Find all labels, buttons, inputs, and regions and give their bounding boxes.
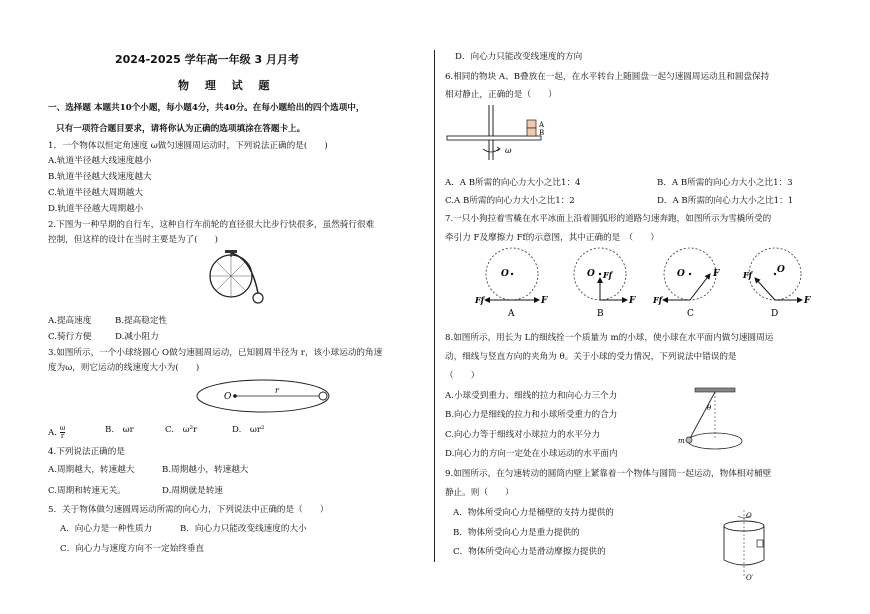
q7-c-o-label: O: [677, 269, 685, 279]
exam-subject: 物 理 试 题: [178, 79, 276, 92]
q7-d-ff-label: Ff: [743, 270, 753, 280]
q7-c-f-label: F: [713, 269, 720, 279]
q3-stem-line1: 3.如图所示，一个小球绕圆心 O做匀速圆周运动，已知圆周半径为 r，该小球运动的角速: [48, 348, 383, 358]
q7-b-f-label: F: [629, 296, 636, 306]
q7-a-f-label: F: [541, 296, 548, 306]
q3-option-b: B. ωr: [105, 425, 134, 435]
q8-conical-pendulum-figure: [675, 388, 760, 458]
q7-d-o-label: O: [777, 265, 785, 275]
q1-stem: 1．一个物体以恒定角速度 ω做匀速圆周运动时，下列说法正确的是( ): [48, 141, 328, 151]
q5-stem: 5．关于物体做匀速圆周运动所需的向心力，下列说法中正确的是（ ）: [48, 505, 329, 515]
q3-option-a: [48, 425, 65, 440]
q9-stem-line1: 9.如图所示，在匀速转动的圆筒内壁上紧靠着一个物体与圆筒一起运动，物体相对桶壁: [445, 469, 772, 479]
q9-option-b: B．物体所受向心力是重力提供的: [453, 528, 580, 538]
q8-stem-line2: 动，细线与竖直方向的夹角为 θ。关于小球的受力情况，下列说法中错误的是: [445, 352, 737, 362]
q4-stem: 4.下列说法正确的是: [48, 447, 125, 457]
q2-option-a: A.提高速度: [48, 316, 92, 326]
q7-a-o-label: O: [501, 269, 509, 279]
q5-option-c: C．向心力与速度方向不一定始终垂直: [60, 544, 205, 554]
q6-figure-block-a-label: A: [539, 121, 545, 129]
q9-figure-o-prime-label: O′: [746, 574, 754, 582]
q9-stem-line2: 静止。则（ ）: [445, 488, 514, 498]
q6-stem-line1: 6.相同的物块 A、B叠放在一起，在水平转台上随圆盘一起匀速圆周运动且和圆盘保持: [445, 72, 770, 82]
q3-option-a-label: A.: [48, 428, 57, 438]
q7-a-ff-label: Ff: [475, 295, 485, 305]
q7-figure-b: [574, 248, 636, 306]
q3-option-d: D. ωr²: [232, 425, 265, 435]
q4-option-b: B.周期越小，转速越大: [162, 465, 249, 475]
q1-option-b: B.轨道半径越大线速度越大: [48, 172, 152, 182]
q7-d-f-label: F: [804, 296, 811, 306]
q7-label-a: A: [508, 309, 515, 319]
column-divider: [434, 50, 435, 562]
q7-label-d: D: [771, 309, 779, 319]
q3-option-c: C. ω²r: [165, 425, 198, 435]
q7-figure-d: [742, 248, 811, 306]
q3-figure-r-label: r: [275, 386, 279, 395]
q7-figure-c: [652, 248, 720, 305]
q9-option-a: A．物体所受向心力是桶壁的支持力提供的: [453, 508, 614, 518]
q7-stem-line1: 7.一只小狗拉着雪橇在水平冰面上沿着圆弧形的道路匀速奔跑，如图所示为雪橇所受的: [445, 214, 772, 224]
exam-title: 2024-2025 学年高一年级 3 月月考: [115, 53, 299, 66]
q6-figure-block-b-label: B: [539, 129, 545, 137]
q2-stem-line1: 2.下图为一种早期的自行车，这种自行车前轮的直径很大比步行快很多，虽然骑行很难: [48, 220, 375, 230]
q2-stem-line2: 控制，但这样的设计在当时主要是为了( ): [48, 235, 218, 245]
q6-option-c: C.A B所需的向心力大小之比1：2: [445, 196, 575, 206]
q7-sled-force-figures: [457, 248, 817, 320]
q2-option-b: B.提高稳定性: [115, 316, 168, 326]
q6-turntable-figure: [445, 105, 560, 163]
q3-option-a-denominator: r: [60, 432, 65, 440]
q7-stem-line2: 牵引力 F及摩擦力 Ff的示意图，其中正确的是 （ ）: [445, 233, 659, 243]
q9-rotating-cylinder-figure: [714, 510, 774, 582]
q5-option-d: D．向心力只能改变线速度的方向: [455, 52, 583, 62]
q3-figure-o-label: O: [224, 392, 232, 402]
q6-option-d: D．A B所需的向心力大小之比1：1: [657, 196, 794, 206]
q7-c-ff-label: Ff: [653, 295, 663, 305]
q2-option-c: C.骑行方便: [48, 332, 92, 342]
q4-option-d: D.周期就是转速: [162, 486, 223, 496]
q6-option-a: A．A B所需的向心力大小之比1：4: [445, 178, 581, 188]
section-instruction-line2: 只有一项符合题目要求，请将你认为正确的选项填涂在答题卡上。: [56, 124, 306, 134]
q1-option-c: C.轨道半径越大周期越大: [48, 188, 143, 198]
q2-option-d: D.减小阻力: [115, 332, 159, 342]
q8-option-d: D.向心力的方向一定处在小球运动的水平面内: [445, 449, 618, 459]
q5-option-a: A．向心力是一种性质力: [60, 524, 153, 534]
q4-option-a: A.周期越大，转速越大: [48, 465, 135, 475]
q8-option-c: C.向心力等于细线对小球拉力的水平分力: [445, 430, 601, 440]
q8-option-b: B.向心力是细线的拉力和小球所受重力的合力: [445, 410, 618, 420]
q6-stem-line2: 相对静止，正确的是（ ）: [445, 90, 557, 100]
q3-option-a-numerator: ω: [59, 424, 66, 432]
q9-figure-o-label: O: [746, 512, 752, 520]
q3-stem-line2: 度为ω，则它运动的线速度大小为( ): [48, 363, 200, 373]
q8-stem-line3: （ ）: [445, 371, 480, 381]
q8-stem-line1: 8.如图所示，用长为 L的细线拴一个质量为 m的小球，使小球在水平面内做匀速圆周运: [445, 333, 774, 343]
q8-option-a: A.小球受到重力、细线的拉力和向心力三个力: [445, 391, 618, 401]
q1-option-d: D.轨道半径越大周期越小: [48, 204, 144, 214]
q1-option-a: A.轨道半径越大线速度越小: [48, 156, 152, 166]
q8-figure-theta-label: θ: [707, 404, 712, 412]
q4-option-c: C.周期和转速无关。: [48, 486, 126, 496]
penny-farthing-bicycle-figure: [207, 248, 267, 308]
q3-circular-motion-figure: [195, 376, 335, 416]
q8-figure-m-label: m: [678, 437, 685, 445]
q7-figure-a: [474, 248, 548, 306]
q7-label-c: C: [687, 309, 694, 319]
q5-option-b: B．向心力只能改变线速度的大小: [180, 524, 307, 534]
q7-b-o-label: O: [587, 269, 595, 279]
q9-option-c: C．物体所受向心力是滑动摩擦力提供的: [453, 547, 606, 557]
section-instruction-line1: 一、选择题 本题共10个小题，每小题4分，共40分。在每小题给出的四个选项中，: [48, 103, 365, 113]
q6-option-b: B．A B所需的向心力大小之比1：3: [657, 178, 793, 188]
q6-figure-omega-label: ω: [505, 146, 512, 155]
q7-b-ff-label: Ff: [603, 270, 613, 280]
q7-label-b: B: [597, 309, 604, 319]
